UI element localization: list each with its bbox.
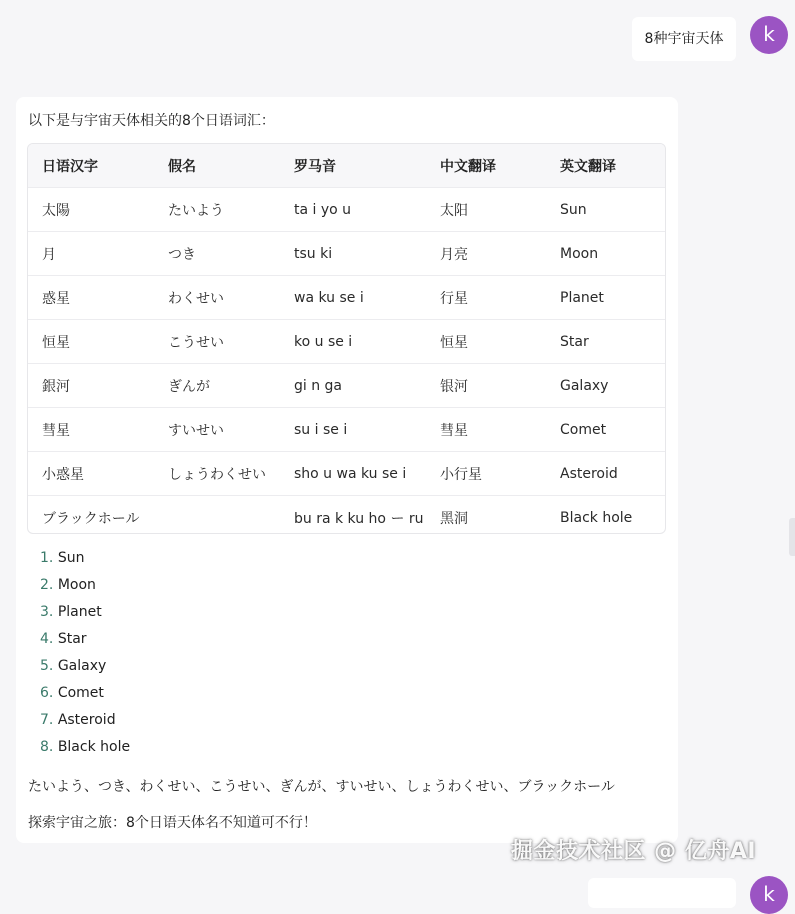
table-header-cell: 罗马音 xyxy=(294,144,440,188)
table-cell: 银河 xyxy=(440,364,560,408)
list-number: 5. xyxy=(40,658,54,674)
table-cell: 銀河 xyxy=(28,364,168,408)
next-user-message-bubble xyxy=(588,878,736,908)
list-text: Moon xyxy=(57,577,96,593)
table-row xyxy=(28,320,665,364)
table-cell: 月 xyxy=(28,232,168,276)
table-row xyxy=(28,452,665,496)
user-message-text: 8种宇宙天体 xyxy=(644,31,724,47)
suggested-title-line: 探索宇宙之旅：8个日语天体名不知道可不行！ xyxy=(28,815,317,831)
table-row xyxy=(28,188,665,232)
table-row xyxy=(28,232,665,276)
table-cell: ぎんが xyxy=(168,364,294,408)
vocab-table xyxy=(27,143,666,534)
assistant-intro: 以下是与宇宙天体相关的8个日语词汇： xyxy=(28,113,275,129)
table-cell: 恒星 xyxy=(28,320,168,364)
list-number: 1. xyxy=(40,550,54,566)
table-cell: Black hole xyxy=(560,496,665,535)
next-user-avatar[interactable] xyxy=(750,876,788,914)
english-names-list xyxy=(40,548,130,764)
table-header-cell: 英文翻译 xyxy=(560,144,665,188)
table-header-row xyxy=(28,144,665,188)
list-item xyxy=(40,656,130,683)
list-number: 4. xyxy=(40,631,54,647)
table-cell: wa ku se i xyxy=(294,276,440,320)
table-cell: 月亮 xyxy=(440,232,560,276)
table-cell: 太阳 xyxy=(440,188,560,232)
table-row xyxy=(28,276,665,320)
table-cell: しょうわくせい xyxy=(168,452,294,496)
table-cell: Galaxy xyxy=(560,364,665,408)
list-item xyxy=(40,710,130,737)
table-cell: Star xyxy=(560,320,665,364)
table-cell: tsu ki xyxy=(294,232,440,276)
list-text: Sun xyxy=(57,550,85,566)
table-cell: ko u se i xyxy=(294,320,440,364)
list-text: Asteroid xyxy=(57,712,116,728)
list-number: 8. xyxy=(40,739,54,755)
table-cell: つき xyxy=(168,232,294,276)
assistant-message-card xyxy=(16,97,678,843)
table-header-cell: 日语汉字 xyxy=(28,144,168,188)
table-cell: 小惑星 xyxy=(28,452,168,496)
list-text: Planet xyxy=(57,604,102,620)
list-text: Galaxy xyxy=(57,658,107,674)
table-cell: Asteroid xyxy=(560,452,665,496)
watermark-text: 掘金技术社区 @ 亿舟AI xyxy=(511,839,757,864)
table-cell: bu ra k ku ho ー ru xyxy=(294,496,440,535)
table-cell: すいせい xyxy=(168,408,294,452)
list-item xyxy=(40,602,130,629)
table-cell: Planet xyxy=(560,276,665,320)
table-cell: sho u wa ku se i xyxy=(294,452,440,496)
list-text: Comet xyxy=(57,685,104,701)
table-cell: ブラックホール xyxy=(28,496,168,535)
table-cell: わくせい xyxy=(168,276,294,320)
list-item xyxy=(40,575,130,602)
scroll-handle[interactable] xyxy=(789,518,795,556)
table-cell: たいよう xyxy=(168,188,294,232)
list-number: 7. xyxy=(40,712,54,728)
table-row xyxy=(28,496,665,535)
table-cell: 恒星 xyxy=(440,320,560,364)
list-text: Black hole xyxy=(57,739,131,755)
user-avatar[interactable] xyxy=(750,16,788,54)
table-row xyxy=(28,364,665,408)
list-number: 2. xyxy=(40,577,54,593)
table-cell: Comet xyxy=(560,408,665,452)
table-cell: 惑星 xyxy=(28,276,168,320)
table-cell: gi n ga xyxy=(294,364,440,408)
list-item xyxy=(40,737,130,764)
list-item xyxy=(40,548,130,575)
list-number: 6. xyxy=(40,685,54,701)
avatar-letter: k xyxy=(763,882,775,906)
table-cell: 行星 xyxy=(440,276,560,320)
table-cell: Sun xyxy=(560,188,665,232)
user-message-bubble xyxy=(632,17,736,61)
list-number: 3. xyxy=(40,604,54,620)
table-cell: Moon xyxy=(560,232,665,276)
table-cell: 黑洞 xyxy=(440,496,560,535)
list-item xyxy=(40,629,130,656)
table-cell: ta i yo u xyxy=(294,188,440,232)
table-cell: 彗星 xyxy=(28,408,168,452)
list-item xyxy=(40,683,130,710)
table-header-cell: 假名 xyxy=(168,144,294,188)
table-cell: su i se i xyxy=(294,408,440,452)
table-cell: こうせい xyxy=(168,320,294,364)
table-cell: 彗星 xyxy=(440,408,560,452)
table-header-cell: 中文翻译 xyxy=(440,144,560,188)
table-cell: 小行星 xyxy=(440,452,560,496)
table-cell xyxy=(168,496,294,535)
table-row xyxy=(28,408,665,452)
kana-summary-line: たいよう、つき、わくせい、こうせい、ぎんが、すいせい、しょうわくせい、ブラックホール xyxy=(28,779,615,795)
avatar-letter: k xyxy=(763,22,775,46)
list-text: Star xyxy=(57,631,87,647)
table-cell: 太陽 xyxy=(28,188,168,232)
